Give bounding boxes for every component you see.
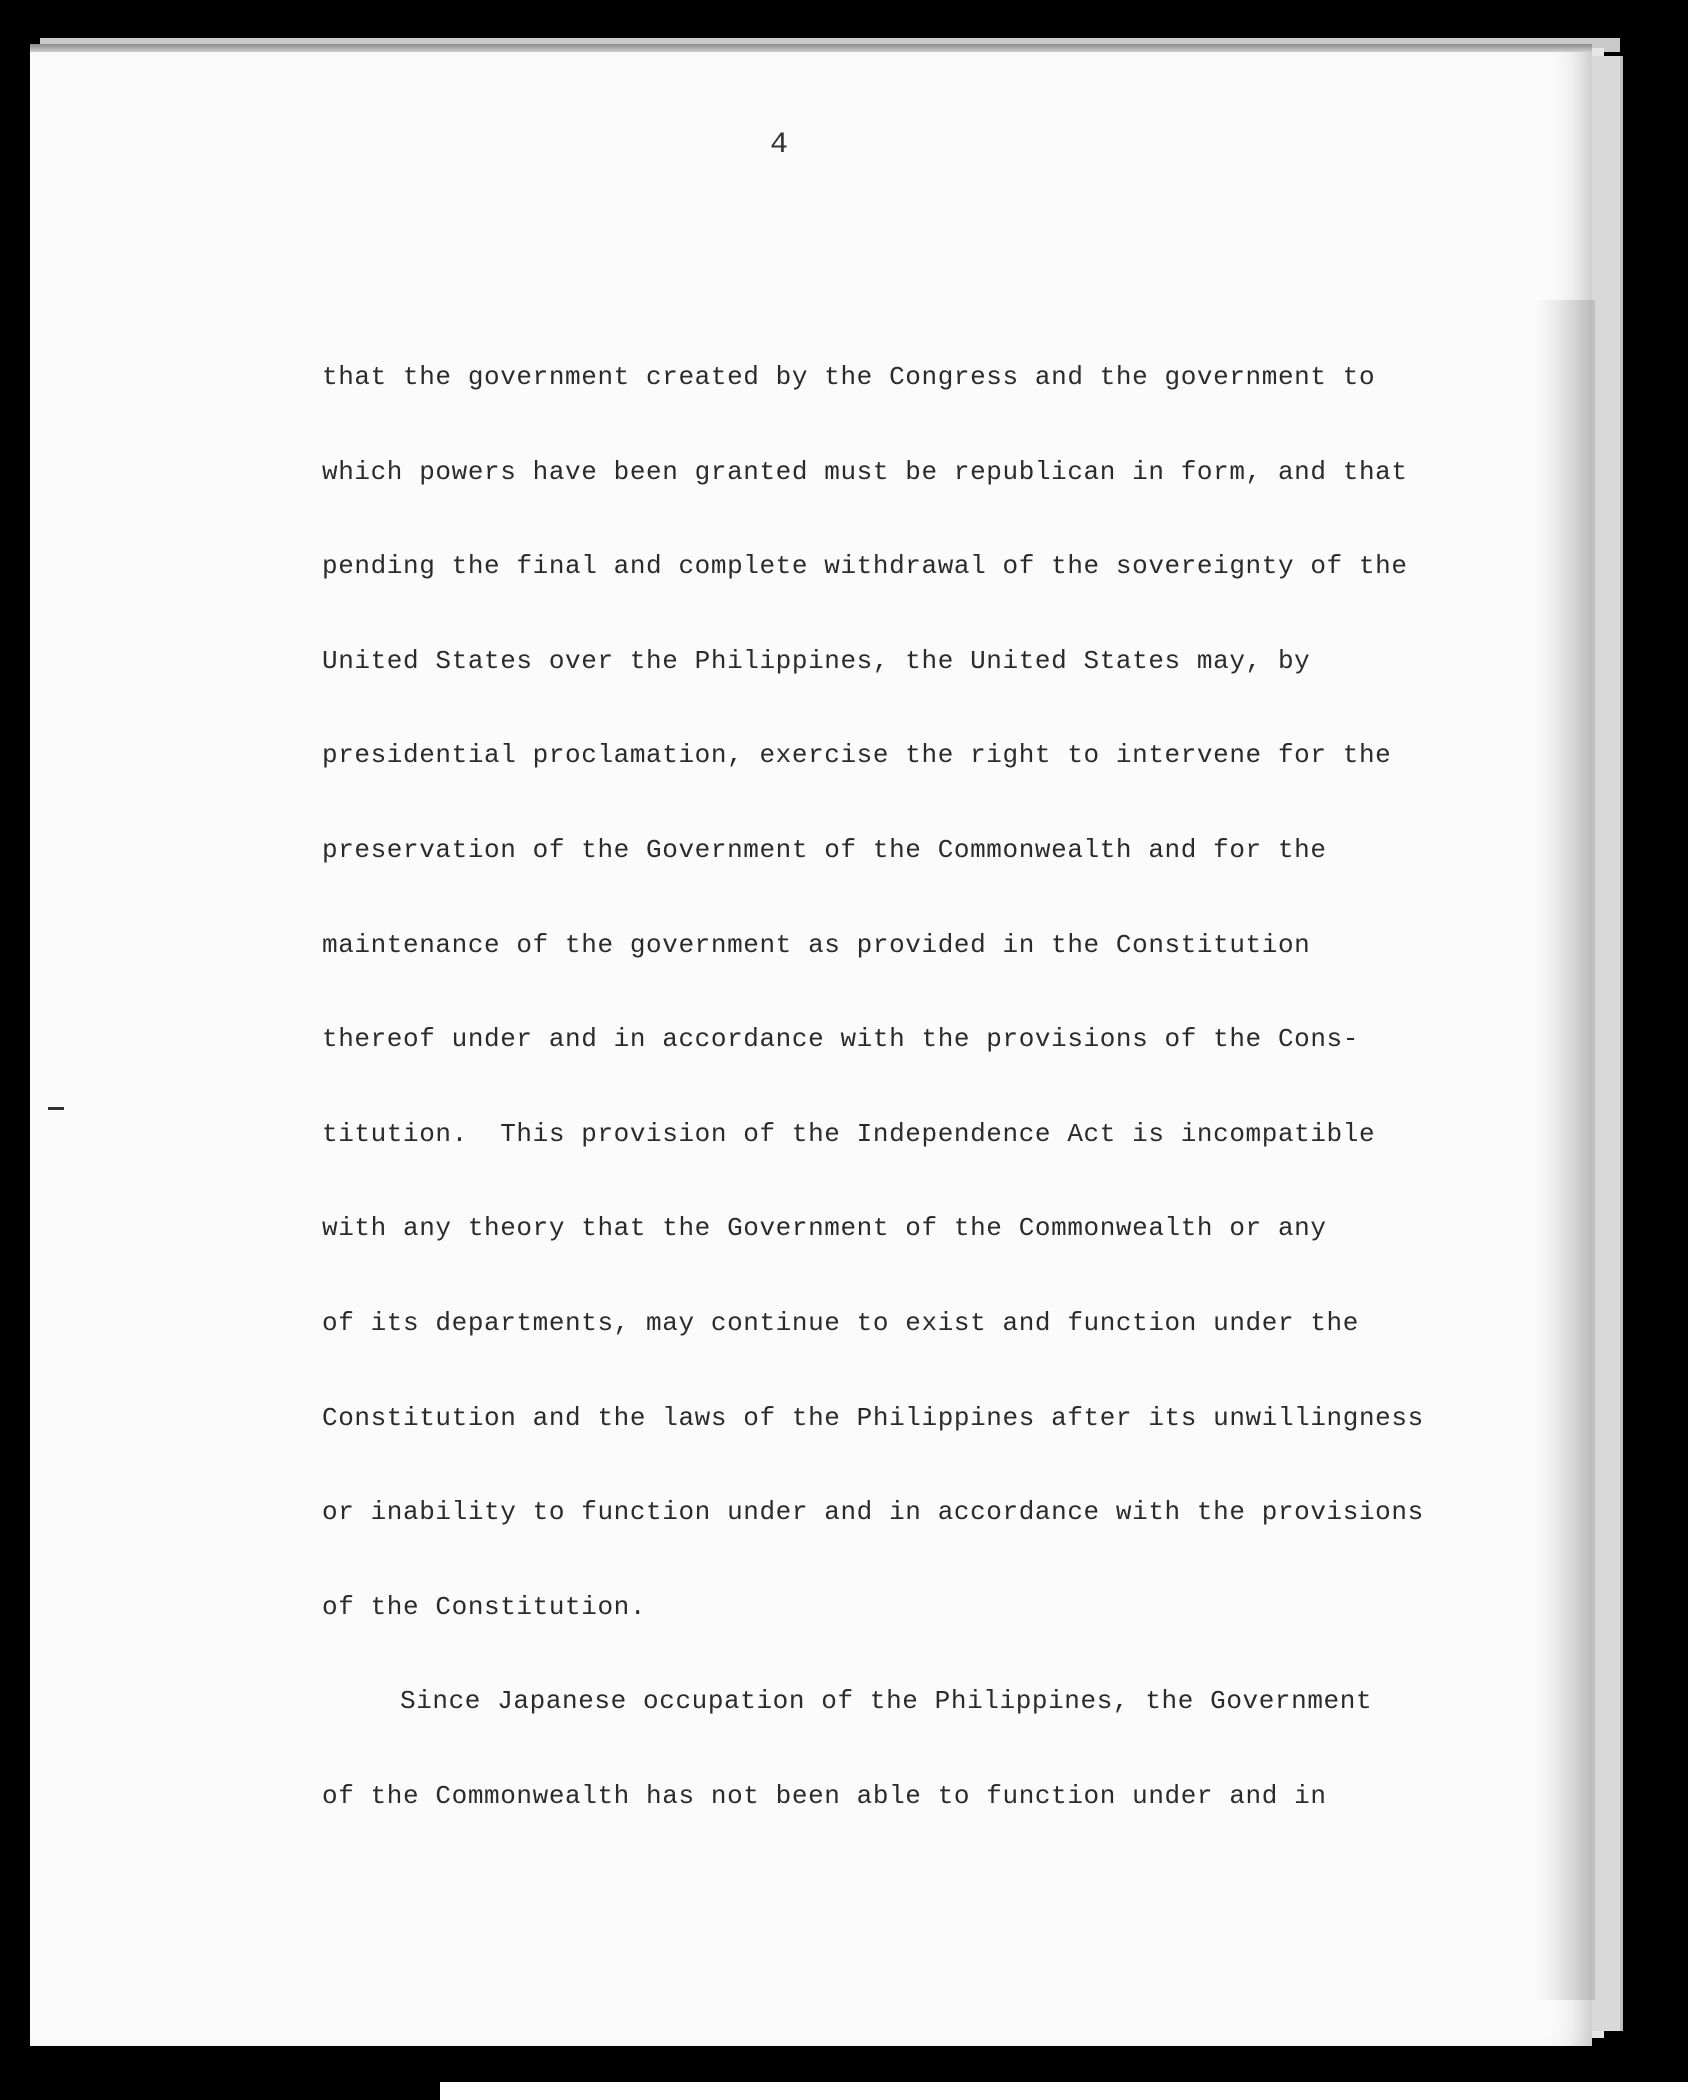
text-line: or inability to function under and in accordance with the provisions [322,1497,1424,1528]
text-line: Constitution and the laws of the Philippines after its unwillingness [322,1402,1424,1433]
margin-mark [48,1107,64,1110]
text-line: of the Commonwealth has not been able to function under and in [322,1780,1327,1811]
text-line: thereof under and in accordance with the provisions of the Cons- [322,1024,1359,1055]
body-text [322,330,1424,1844]
text-line: presidential proclamation, exercise the right to intervene for the [322,740,1392,771]
text-line: of its departments, may continue to exist and function under the [322,1307,1359,1338]
text-line: which powers have been granted must be republican in form, and that [322,456,1408,487]
text-line: preservation of the Government of the Commonwealth and for the [322,834,1327,865]
page-number: 4 [770,128,789,162]
text-line: titution. This provision of the Independence Act is incompatible [322,1118,1376,1149]
bottom-paper-tab [440,2082,1688,2100]
page-edge-shadow [1535,300,1595,2000]
text-line: maintenance of the government as provided in the Constitution [322,929,1311,960]
text-line: that the government created by the Congress and the government to [322,362,1376,392]
text-line: pending the final and complete withdrawal of the sovereignty of the [322,551,1408,582]
text-line: United States over the Philippines, the United States may, by [322,645,1311,676]
paragraph-start-line: Since Japanese occupation of the Philippines, the Government [400,1686,1373,1717]
page-top-edge [30,44,1592,52]
text-line: of the Constitution. [322,1591,647,1622]
text-line: with any theory that the Government of the Commonwealth or any [322,1213,1327,1244]
